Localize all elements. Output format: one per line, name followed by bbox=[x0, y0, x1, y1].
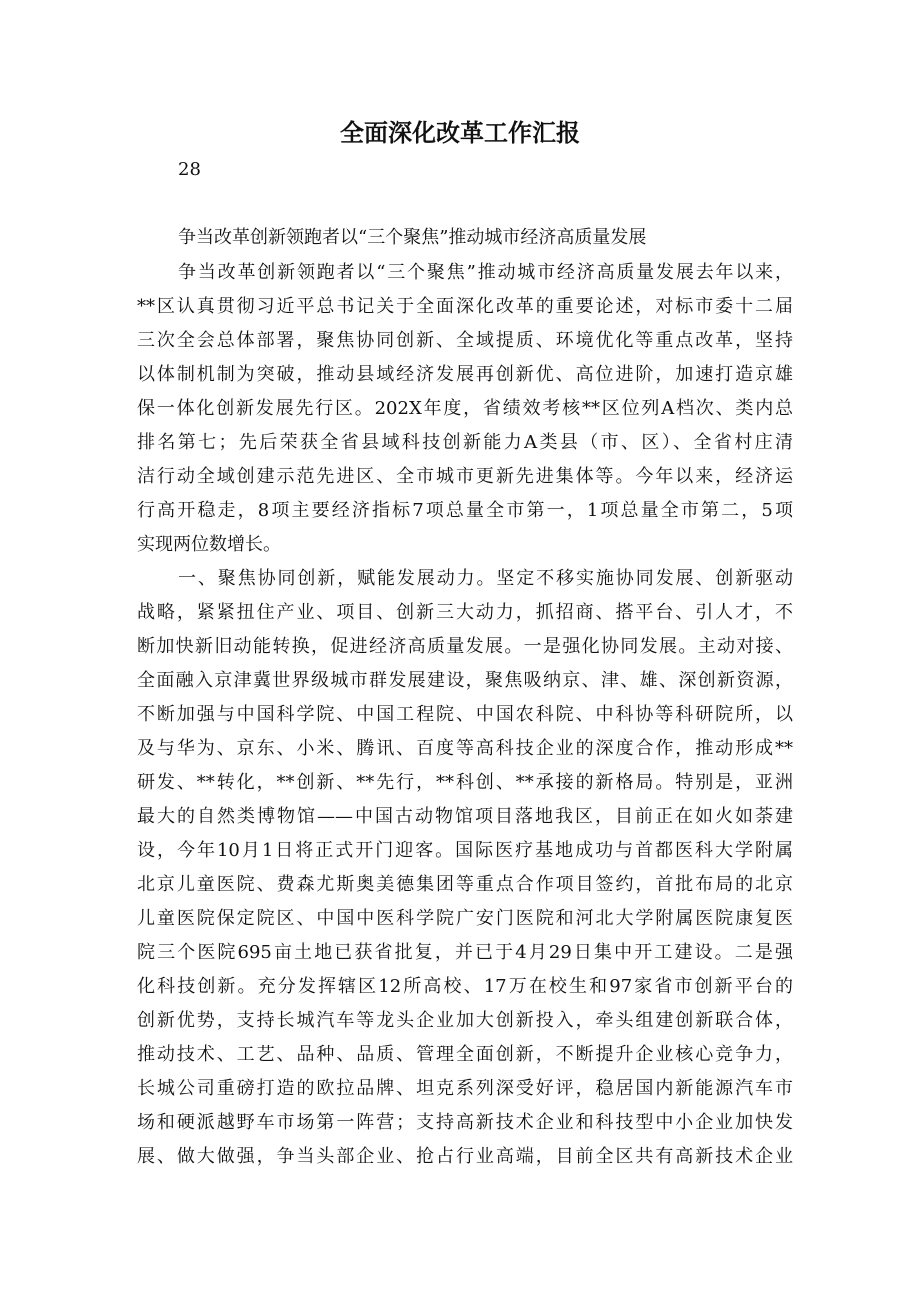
text-line: 最大的自然类博物馆——中国古动物馆项目落地我区，目前正在如火如荼建 bbox=[137, 806, 793, 827]
text-line: 长城公司重磅打造的欧拉品牌、坦克系列深受好评，稳居国内新能源汽车市 bbox=[137, 1078, 793, 1099]
text-line: 排名第七；先后荣获全省县域科技创新能力A类县（市、区）、全省村庄清 bbox=[137, 432, 793, 453]
text-line: 三次全会总体部署，聚焦协同创新、全域提质、环境优化等重点改革，坚持 bbox=[137, 330, 793, 351]
document-body bbox=[137, 256, 793, 1174]
text-line: 争当改革创新领跑者以“三个聚焦”推动城市经济高质量发展去年以来， bbox=[178, 262, 793, 283]
text-line: 设，今年10月1日将正式开门迎客。国际医疗基地成功与首都医科大学附属 bbox=[137, 840, 793, 861]
text-line: 场和硬派越野车市场第一阵营；支持高新技术企业和科技型中小企业加快发 bbox=[137, 1112, 793, 1133]
text-line: 断加快新旧动能转换，促进经济高质量发展。一是强化协同发展。主动对接、 bbox=[137, 636, 793, 657]
text-line: 以体制机制为突破，推动县域经济发展再创新优、高位进阶，加速打造京雄 bbox=[137, 364, 793, 385]
text-line: 一、聚焦协同创新，赋能发展动力。坚定不移实施协同发展、创新驱动 bbox=[178, 568, 793, 589]
text-line: 行高开稳走，8项主要经济指标7项总量全市第一，1项总量全市第二，5项 bbox=[137, 500, 793, 521]
document-title: 全面深化改革工作汇报 bbox=[340, 119, 580, 147]
text-line: **区认真贯彻习近平总书记关于全面深化改革的重要论述，对标市委十二届 bbox=[137, 296, 793, 317]
text-line: 儿童医院保定院区、中国中医科学院广安门医院和河北大学附属医院康复医 bbox=[137, 908, 793, 929]
text-line: 北京儿童医院、费森尤斯奥美德集团等重点合作项目签约，首批布局的北京 bbox=[137, 874, 793, 895]
paragraph-1 bbox=[137, 256, 793, 562]
text-line: 创新优势，支持长城汽车等龙头企业加大创新投入，牵头组建创新联合体， bbox=[137, 1010, 793, 1031]
paragraph-2 bbox=[137, 562, 793, 1174]
text-line: 保一体化创新发展先行区。202X年度，省绩效考核**区位列A档次、类内总 bbox=[137, 398, 793, 419]
text-line: 展、做大做强，争当头部企业、抢占行业高端，目前全区共有高新技术企业 bbox=[137, 1146, 793, 1167]
text-line: 战略，紧紧扭住产业、项目、创新三大动力，抓招商、搭平台、引人才，不 bbox=[137, 602, 793, 623]
text-line: 院三个医院695亩土地已获省批复，并已于4月29日集中开工建设。二是强 bbox=[137, 942, 793, 963]
text-line: 推动技术、工艺、品种、品质、管理全面创新，不断提升企业核心竞争力， bbox=[137, 1044, 793, 1065]
text-line: 化科技创新。充分发挥辖区12所高校、17万在校生和97家省市创新平台的 bbox=[137, 976, 793, 997]
text-line: 洁行动全域创建示范先进区、全市城市更新先进集体等。今年以来，经济运 bbox=[137, 466, 793, 487]
text-line: 不断加强与中国科学院、中国工程院、中国农科院、中科协等科研院所，以 bbox=[137, 704, 793, 725]
page-number: 28 bbox=[178, 159, 201, 180]
text-line: 及与华为、京东、小米、腾讯、百度等高科技企业的深度合作，推动形成** bbox=[137, 738, 793, 759]
text-line: 研发、**转化，**创新、**先行，**科创、**承接的新格局。特别是，亚洲 bbox=[137, 772, 793, 793]
text-line: 实现两位数增长。 bbox=[137, 534, 281, 555]
text-line: 全面融入京津冀世界级城市群发展建设，聚焦吸纳京、津、雄、深创新资源， bbox=[137, 670, 793, 691]
document-subtitle: 争当改革创新领跑者以“三个聚焦”推动城市经济高质量发展 bbox=[178, 227, 647, 248]
